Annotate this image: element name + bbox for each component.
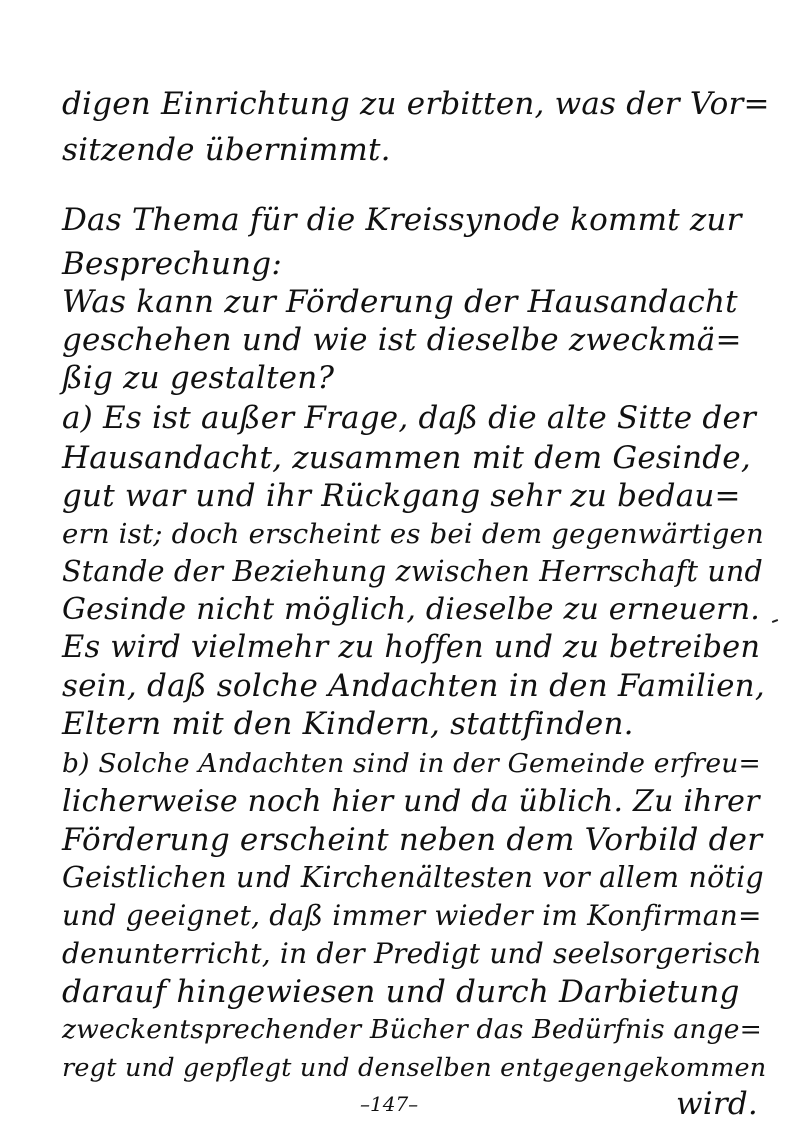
text-line-13: Gesinde nicht möglich, dieselbe zu erneuern. xyxy=(62,592,760,627)
text-line-10: gut war und ihr Rückgang sehr zu bedau= xyxy=(62,478,741,514)
text-line-14: Es wird vielmehr zu hoffen und zu betreiben xyxy=(62,630,761,665)
text-line-19: Förderung erscheint neben dem Vorbild der xyxy=(62,822,763,858)
text-line-5: Was kann zur Förderung der Hausandacht xyxy=(62,284,738,320)
text-line-1: digen Einrichtung zu erbitten, was der Vor= xyxy=(62,86,770,122)
text-line-3: Das Thema für die Kreissynode kommt zur xyxy=(62,202,742,238)
text-line-23: darauf hingewiesen und durch Darbietung xyxy=(62,974,740,1010)
text-line-2: sitzende übernimmt. xyxy=(62,132,391,168)
text-line-26: wird. xyxy=(676,1086,758,1122)
text-line-17: b) Solche Andachten sind in der Gemeinde erfreu= xyxy=(62,748,761,779)
text-line-22: denunterricht, in der Predigt und seelsorgerisch xyxy=(62,937,762,970)
text-line-4: Besprechung: xyxy=(62,246,282,282)
text-line-21: und geeignet, daß immer wieder im Konfirman= xyxy=(62,899,762,932)
text-line-24: zweckentsprechender Bücher das Bedürfnis ange= xyxy=(62,1014,763,1045)
text-line-20: Geistlichen und Kirchenältesten vor allem nötig xyxy=(62,861,764,894)
text-line-7: ßig zu gestalten? xyxy=(62,360,335,396)
text-line-9: Hausandacht, zusammen mit dem Gesinde, xyxy=(62,440,751,476)
text-line-16: Eltern mit den Kindern, stattfinden. xyxy=(62,706,634,742)
text-line-11: ern ist; doch erscheint es bei dem gegenwärtigen xyxy=(62,518,764,550)
text-line-12: Stande der Beziehung zwischen Herrschaft und xyxy=(62,555,763,588)
text-line-18: licherweise noch hier und da üblich. Zu ihrer xyxy=(62,784,760,819)
stray-pen-mark xyxy=(772,619,778,623)
text-line-8: a) Es ist außer Frage, daß die alte Sitte der xyxy=(62,400,757,436)
text-line-6: geschehen und wie ist dieselbe zweckmä= xyxy=(62,322,742,358)
page-number: –147– xyxy=(360,1092,419,1116)
text-line-25: regt und gepflegt und denselben entgegengekommen xyxy=(62,1053,767,1083)
text-line-15: sein, daß solche Andachten in den Familien, xyxy=(62,668,765,704)
